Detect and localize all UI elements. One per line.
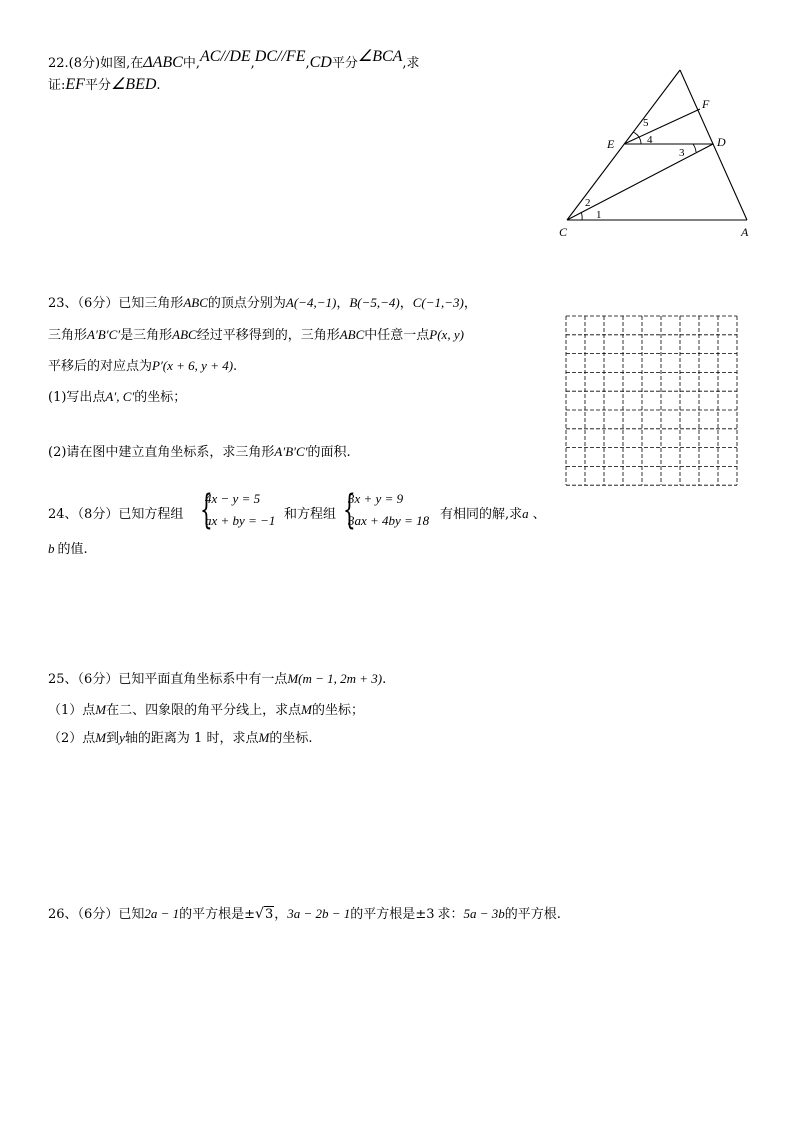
q25-sub2-b: 到 xyxy=(106,731,120,746)
q25-sub1-a: （1）点 xyxy=(48,703,96,718)
q24-end: 的值. xyxy=(57,542,88,557)
q25-sub2-d: 的坐标. xyxy=(269,731,313,746)
q24-system1 xyxy=(200,487,290,533)
q23-l2c: 经过平移得到的，三角形 xyxy=(196,328,340,343)
q22-ac-de: AC//DE xyxy=(199,48,251,65)
q25-sub1-b: 在二、四象限的角平分线上，求点 xyxy=(106,703,302,718)
q23-l3a: 平移后的对应点为 xyxy=(48,359,153,374)
q22-zheng: 证: xyxy=(48,78,66,93)
angle-arc-1-2 xyxy=(581,212,582,220)
q22-sep1: , xyxy=(250,56,255,71)
q23-point-p-prime: P′(x + 6, y + 4) xyxy=(152,358,234,373)
q25-sub2-m: M xyxy=(95,730,107,745)
q23-line3 xyxy=(48,355,237,374)
q24-sys1-eq1: 4x − y = 5 xyxy=(205,491,261,506)
q25-line1 xyxy=(48,668,386,687)
q22-pingfen2: 平分 xyxy=(84,78,111,93)
q22-angle-bed: ∠BED xyxy=(110,76,157,93)
q26-expr3: 5a − 3b xyxy=(463,906,505,921)
sqrt-icon: √ xyxy=(255,906,264,922)
q23-l2b: 是三角形 xyxy=(120,328,173,343)
q24-var-a: a xyxy=(522,506,529,521)
q23-sub1 xyxy=(48,386,186,405)
q24-prefix: 24、（8分）已知方程组 xyxy=(48,507,184,522)
q26-expr1: 2a − 1 xyxy=(144,906,180,921)
q23-comma1: ， xyxy=(336,296,350,311)
q25-sub1-c: 的坐标； xyxy=(311,703,364,718)
q22-zhong: 中, xyxy=(182,56,200,71)
q24-dun: 、 xyxy=(532,507,546,522)
q22-triangle: ΔABC xyxy=(143,54,183,71)
q26-qiu: 求： xyxy=(437,907,464,922)
q26-end: 的平方根. xyxy=(504,907,561,922)
q26-expr2: 3a − 2b − 1 xyxy=(287,906,351,921)
q23-intro: 23、（6分）已知三角形 xyxy=(48,296,184,311)
q22-triangle-figure xyxy=(555,62,755,244)
q25-sub2-a: （2）点 xyxy=(48,731,96,746)
q24-sys2-eq2: 3ax + 4by = 18 xyxy=(348,513,430,528)
q23-sub2 xyxy=(48,441,351,460)
q23-sub2-abc: A′B′C′ xyxy=(274,444,308,459)
q24-suffix-line xyxy=(440,503,546,522)
q22-prefix: 22.(8分)如图,在 xyxy=(48,56,144,71)
q26-sqrt xyxy=(255,906,274,922)
q23-line2 xyxy=(48,324,464,343)
q23-l2a: 三角形 xyxy=(48,328,88,343)
q25-sub2-c: 轴的距离为 1 时，求点 xyxy=(124,731,259,746)
label-d: D xyxy=(717,135,726,149)
q24-suffix: 有相同的解,求 xyxy=(440,507,523,522)
q22-dc-fe: DC//FE xyxy=(254,48,306,65)
q22-ef: EF xyxy=(65,76,85,93)
q23-abc-prime: A′B′C′ xyxy=(87,327,121,342)
label-e: E xyxy=(607,137,615,151)
q25-sub2-m2: M xyxy=(258,730,270,745)
q23-abc: ABC xyxy=(183,295,208,310)
segment-ef xyxy=(624,109,700,144)
q23-mid: 的顶点分别为 xyxy=(207,296,286,311)
q25-sub1-m: M xyxy=(95,702,107,717)
q22-line2 xyxy=(48,74,161,94)
label-f: F xyxy=(702,97,710,111)
q23-comma3: ， xyxy=(463,296,477,311)
angle-label-1: 1 xyxy=(596,209,602,221)
q26-mid1: 的平方根是 xyxy=(179,907,245,922)
angle-label-3: 3 xyxy=(679,147,685,159)
q23-sub1-a: (1)写出点 xyxy=(48,390,106,405)
q23-abc-3: ABC xyxy=(339,327,365,342)
q26-mid2: 的平方根是 xyxy=(350,907,416,922)
angle-label-4: 4 xyxy=(647,134,653,146)
q22-period: . xyxy=(156,78,161,93)
q22-sep2: , xyxy=(305,56,310,71)
q22-line1 xyxy=(48,48,420,72)
q24-brace2: { xyxy=(343,487,356,533)
q25-sub1 xyxy=(48,699,364,718)
q23-sub2-b: 的面积. xyxy=(307,445,351,460)
q25-intro: 25、（6分）已知平面直角坐标系中有一点 xyxy=(48,672,288,687)
q23-sub2-a: (2)请在图中建立直角坐标系，求三角形 xyxy=(48,445,275,460)
q25-end: . xyxy=(382,672,387,687)
q23-l2d: 中任意一点 xyxy=(364,328,430,343)
angle-arc-3 xyxy=(693,144,696,152)
q24-system2 xyxy=(343,487,443,533)
q23-point-c: C(−1,−3) xyxy=(412,295,464,310)
label-c: C xyxy=(559,225,568,239)
label-a: A xyxy=(741,225,749,239)
side-ba xyxy=(680,70,747,220)
q23-sub1-b: 的坐标； xyxy=(134,390,187,405)
q22-qiu: ,求 xyxy=(402,56,420,71)
q23-sub1-points: A′, C′ xyxy=(105,389,135,404)
q26-pm: ± xyxy=(244,907,256,922)
q26-pm3: ±3 xyxy=(415,907,435,922)
q25-point-m: M(m − 1, 2m + 3) xyxy=(287,671,383,686)
q23-point-a: A(−4,−1) xyxy=(285,295,337,310)
q26-line xyxy=(48,903,561,922)
q22-cd: CD xyxy=(309,54,332,71)
q25-sub2-y: y xyxy=(119,730,125,745)
q26-sqrt-radicand: 3 xyxy=(264,907,274,922)
q24-and: 和方程组 xyxy=(284,507,337,522)
q23-line1 xyxy=(48,292,477,311)
q24-var-b: b xyxy=(48,541,55,556)
q23-comma2: ， xyxy=(399,296,413,311)
q23-grid xyxy=(564,314,739,488)
q23-point-p: P(x, y) xyxy=(429,327,464,342)
q24-sys2-eq1: 3x + y = 9 xyxy=(348,491,404,506)
q23-l3-end: . xyxy=(233,359,238,374)
side-bc xyxy=(567,70,680,220)
q24-brace1: { xyxy=(200,487,213,533)
q23-point-b: B(−5,−4) xyxy=(349,295,400,310)
angle-label-5: 5 xyxy=(643,117,649,129)
angle-label-2: 2 xyxy=(585,197,591,209)
q23-abc-2: ABC xyxy=(172,327,197,342)
q25-sub1-m2: M xyxy=(301,702,312,717)
q22-pingfen: 平分 xyxy=(331,56,358,71)
q22-angle-bca: ∠BCA xyxy=(357,48,403,65)
q24-line2 xyxy=(48,538,88,557)
q26-comma: ， xyxy=(274,907,288,922)
q24-sys1-eq2: ax + by = −1 xyxy=(205,513,276,528)
q25-sub2 xyxy=(48,727,312,746)
q26-prefix: 26、（6分）已知 xyxy=(48,907,145,922)
